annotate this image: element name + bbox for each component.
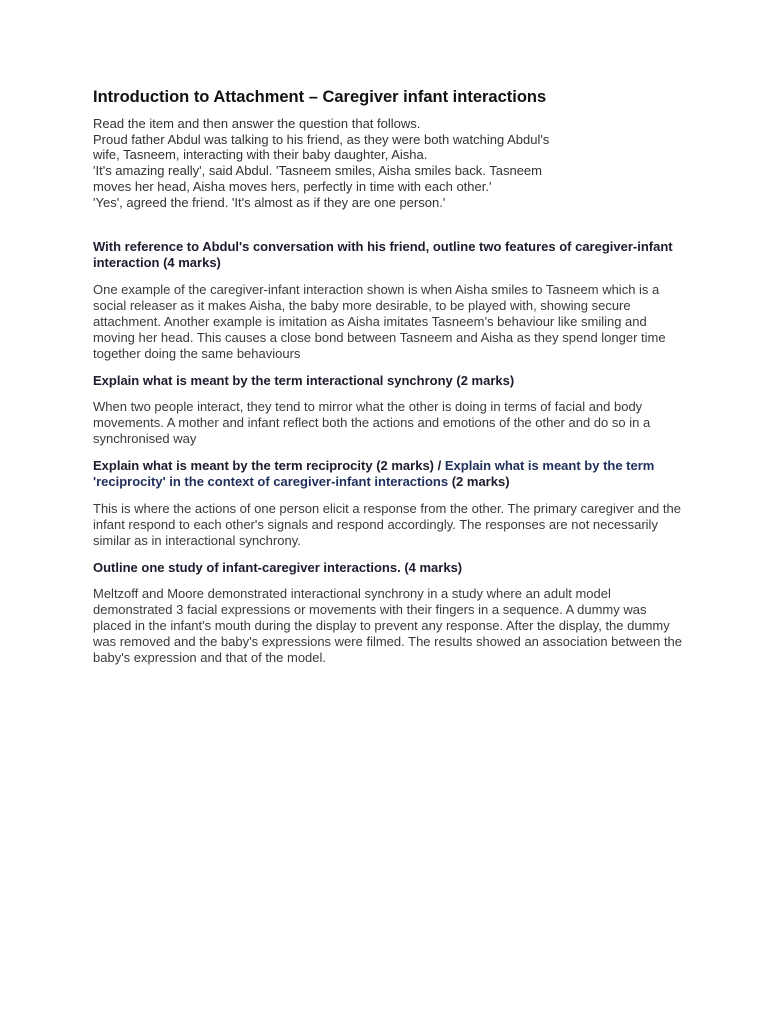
intro-line: 'It's amazing really', said Abdul. 'Tasneem smiles, Aisha smiles back. Tasneem: [93, 163, 542, 179]
question-alt-text: Explain what is meant by the term 'reciprocity' in the context of caregiver-infant interactions: [93, 458, 655, 490]
intro-line: wife, Tasneem, interacting with their baby daughter, Aisha.: [93, 147, 428, 163]
document-page: [93, 87, 683, 666]
question-heading: With reference to Abdul's conversation with his friend, outline two features of caregiver-infant interaction (4 marks): [93, 239, 673, 270]
question-text: Explain what is meant by the term reciprocity (2 marks): [93, 458, 435, 474]
answer-paragraph: This is where the actions of one person elicit a response from the other. The primary caregiver and the infant respond to each other's signals and respond accordingly. The responses are not necessarily similar as in interactional synchrony.: [93, 500, 681, 548]
intro-line: Read the item and then answer the question that follows.: [93, 116, 421, 131]
answer-paragraph: When two people interact, they tend to mirror what the other is doing in terms of facial and body movements. A mother and infant reflect both the actions and emotions of the other and do so in a synchronised way: [93, 399, 651, 447]
document-title: Introduction to Attachment – Caregiver infant interactions: [93, 88, 547, 106]
answer-paragraph: Meltzoff and Moore demonstrated interactional synchrony in a study where an adult model demonstrated 3 facial expressions or movements with their fingers in a sequence. A dummy was placed in the infant's mouth during the display to prevent any response. After the display, the dummy was removed and the baby's expressions were filmed. The results showed an association between the baby's expression and that of the model.: [93, 586, 683, 666]
intro-passage: [93, 116, 683, 210]
question-heading: Outline one study of infant-caregiver interactions. (4 marks): [93, 559, 463, 575]
intro-line: 'Yes', agreed the friend. 'It's almost as if they are one person.': [93, 194, 446, 210]
question-separator: /: [434, 458, 445, 474]
intro-line: moves her head, Aisha moves hers, perfectly in time with each other.': [93, 178, 492, 194]
question-alt-marks: (2 marks): [448, 474, 510, 490]
answer-paragraph: One example of the caregiver-infant interaction shown is when Aisha smiles to Tasneem which is a social releaser as it makes Aisha, the baby more desirable, to be played with, showing secure attachment. Another example is imitation as Aisha imitates Tasneem’s behaviour like smiling and moving her head. This causes a close bond between Tasneem and Aisha as they spend longer time together doing the same behaviours: [93, 281, 666, 361]
question-heading: Explain what is meant by the term interactional synchrony (2 marks): [93, 372, 515, 388]
question-heading-combined: [93, 458, 683, 489]
intro-line: Proud father Abdul was talking to his friend, as they were both watching Abdul's: [93, 131, 550, 147]
